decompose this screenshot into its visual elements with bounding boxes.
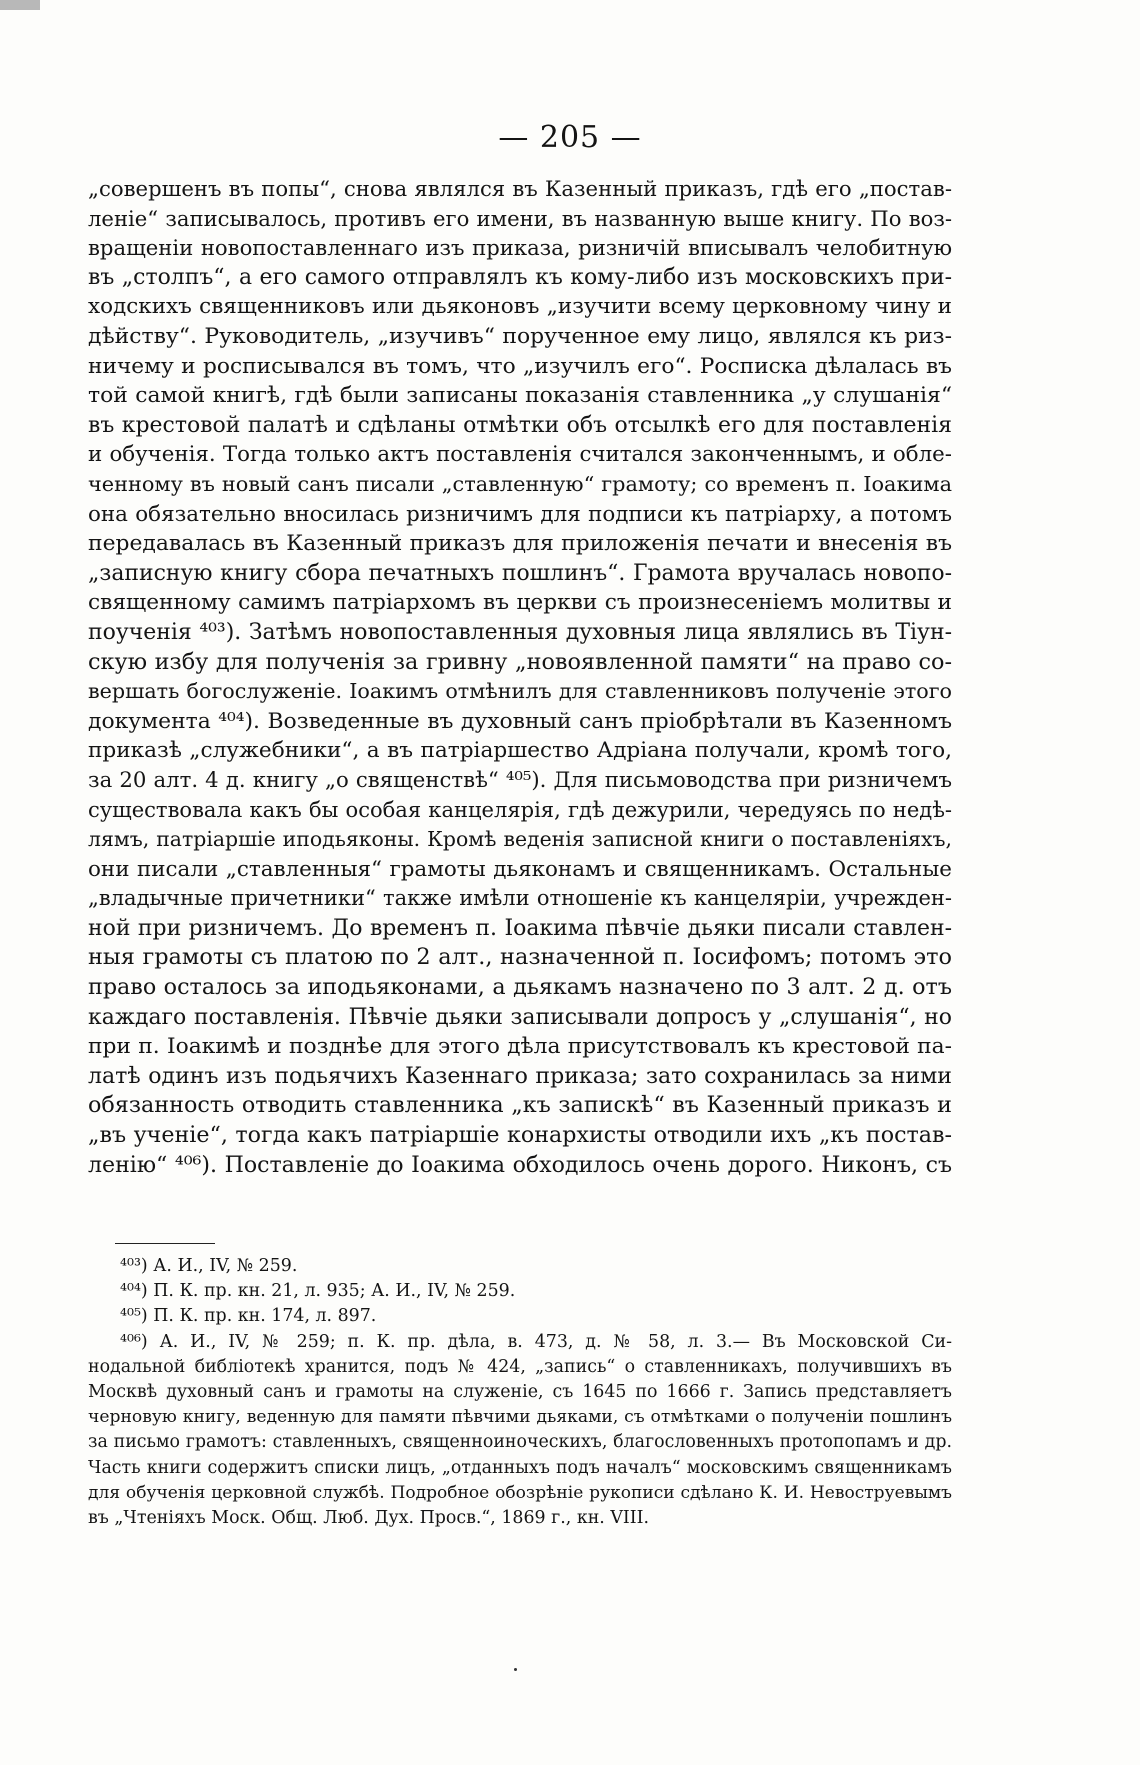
body-text-line: они писали „ставленныя“ грамоты дьяконамъ и священникамъ. Остальные bbox=[88, 856, 952, 882]
scan-corner-mark bbox=[0, 0, 40, 10]
main-text-block bbox=[88, 174, 952, 1180]
body-text-line: обязанность отводить ставленника „къ запискѣ“ въ Казенный приказъ и bbox=[88, 1092, 952, 1119]
body-text-line: „записную книгу сбора печатныхъ пошлинъ“. Грамота вручалась новопо- bbox=[88, 560, 952, 586]
body-text-line: ходскихъ священниковъ или дьяконовъ „изучити всему церковному чину и bbox=[88, 294, 952, 320]
body-text-line: скую избу для полученія за гривну „новоявленной памяти“ на право со- bbox=[88, 648, 952, 675]
body-text-line: право осталось за иподьяконами, а дьякамъ назначено по 3 алт. 2 д. отъ bbox=[88, 974, 952, 1001]
body-text-line: дѣйству“. Руководитель, „изучивъ“ порученное ему лицо, являлся къ риз- bbox=[88, 323, 952, 349]
body-text-line: каждаго поставленія. Пѣвчіе дьяки записывали допросъ у „слушанія“, но bbox=[88, 1004, 952, 1030]
body-text-line: той самой книгѣ, гдѣ были записаны показанія ставленника „у слушанія“ bbox=[88, 383, 952, 409]
body-text-line: въ „столпъ“, а его самого отправлялъ къ кому-либо изъ московскихъ при- bbox=[88, 264, 952, 290]
body-text-line: леніе“ записывалось, противъ его имени, въ названную выше книгу. По воз- bbox=[88, 205, 952, 231]
body-text-line: вращеніи новопоставленнаго изъ приказа, ризничій вписывалъ челобитную bbox=[88, 235, 952, 261]
body-text-line: въ крестовой палатѣ и сдѣланы отмѣтки объ отсылкѣ его для поставленія bbox=[88, 412, 952, 438]
footnote-line: Москвѣ духовный санъ и грамоты на служеніе, съ 1645 по 1666 г. Запись представляетъ bbox=[88, 1381, 952, 1402]
body-text-line: священному самимъ патріархомъ въ церкви съ произнесеніемъ молитвы и bbox=[88, 590, 952, 616]
footnote-line: ⁴⁰⁴) П. К. пр. кн. 21, л. 935; А. И., IV, № 259. bbox=[120, 1281, 516, 1302]
body-text-line: лямъ, патріаршіе иподьяконы. Кромѣ веденія записной книги о поставленіяхъ, bbox=[88, 827, 952, 852]
page-number: — 205 — bbox=[498, 120, 642, 155]
body-text-line: вершать богослуженіе. Іоакимъ отмѣнилъ для ставленниковъ полученіе этого bbox=[88, 679, 952, 704]
scan-speck bbox=[514, 1668, 517, 1671]
body-text-line: ной при ризничемъ. До временъ п. Іоакима пѣвчіе дьяки писали ставлен- bbox=[88, 915, 952, 941]
body-text-line: „владычные причетники“ также имѣли отношеніе къ канцеляріи, учрежден- bbox=[88, 886, 952, 911]
body-text-line: она обязательно вносилась ризничимъ для подписи къ патріарху, а потомъ bbox=[88, 501, 952, 527]
body-text-line: ныя грамоты съ платою по 2 алт., назначенной п. Іосифомъ; потомъ это bbox=[88, 944, 952, 971]
body-text-line: приказѣ „служебники“, а въ патріаршество Адріана получали, кромѣ того, bbox=[88, 738, 952, 764]
body-text-line: „въ ученіе“, тогда какъ патріаршіе конархисты отводили ихъ „къ постав- bbox=[88, 1122, 952, 1148]
footnote-line: ⁴⁰³) А. И., IV, № 259. bbox=[120, 1256, 298, 1276]
footnote-line: ⁴⁰⁶) А. И., IV, № 259; п. К. пр. дѣла, в. 473, д. № 58, л. 3.— Въ Московской Си- bbox=[120, 1331, 952, 1352]
footnote-line: черновую книгу, веденную для памяти пѣвчими дьяками, съ отмѣтками о полученіи пошлинъ bbox=[88, 1407, 952, 1428]
footnote-line: за письмо грамотъ: ставленныхъ, священноиноческихъ, благословенныхъ протопопамъ и др. bbox=[88, 1432, 952, 1453]
body-text-line: поученія ⁴⁰³). Затѣмъ новопоставленныя духовныя лица являлись въ Тіун- bbox=[88, 619, 952, 645]
body-text-line: ничему и росписывался въ томъ, что „изучилъ его“. Росписка дѣлалась въ bbox=[88, 353, 952, 379]
body-text-line: существовала какъ бы особая канцелярія, гдѣ дежурили, чередуясь по недѣ- bbox=[88, 797, 952, 823]
body-text-line: при п. Іоакимѣ и позднѣе для этого дѣла присутствовалъ къ крестовой па- bbox=[88, 1034, 952, 1060]
body-text-line: и обученія. Тогда только актъ поставленія считался законченнымъ, и обле- bbox=[88, 442, 952, 468]
body-text-line: ченному въ новый санъ писали „ставленную“ грамоту; со временъ п. Іоакима bbox=[88, 471, 952, 496]
body-text-line: ленію“ ⁴⁰⁶). Поставленіе до Іоакима обходилось очень дорого. Никонъ, съ bbox=[88, 1152, 952, 1178]
body-text-line: передавалась въ Казенный приказъ для приложенія печати и внесенія въ bbox=[88, 531, 952, 557]
footnote-line: нодальной библіотекѣ хранится, подъ № 424, „запись“ о ставленникахъ, получившихъ въ bbox=[88, 1356, 952, 1377]
body-text-line: латѣ одинъ изъ подьячихъ Казеннаго приказа; зато сохранилась за ними bbox=[88, 1063, 952, 1089]
footnote-separator bbox=[115, 1243, 215, 1244]
footnote-line: для обученія церковной службѣ. Подробное обозрѣніе рукописи сдѣлано К. И. Невоструевымъ bbox=[88, 1482, 952, 1503]
body-text-line: документа ⁴⁰⁴). Возведенные въ духовный санъ пріобрѣтали въ Казенномъ bbox=[88, 708, 952, 734]
body-text-line: за 20 алт. 4 д. книгу „о священствѣ“ ⁴⁰⁵). Для письмоводства при ризничемъ bbox=[88, 767, 952, 793]
footnote-line: въ „Чтеніяхъ Моск. Общ. Люб. Дух. Просв.“, 1869 г., кн. VIII. bbox=[88, 1507, 650, 1528]
footnote-line: Часть книги содержитъ списки лицъ, „отданныхъ подъ началъ“ московскимъ священникамъ bbox=[88, 1457, 952, 1478]
footnotes-block bbox=[88, 1254, 952, 1531]
footnote-line: ⁴⁰⁵) П. К. пр. кн. 174, л. 897. bbox=[120, 1306, 377, 1327]
body-text-line: „совершенъ въ попы“, снова являлся въ Казенный приказъ, гдѣ его „постав- bbox=[88, 176, 952, 201]
